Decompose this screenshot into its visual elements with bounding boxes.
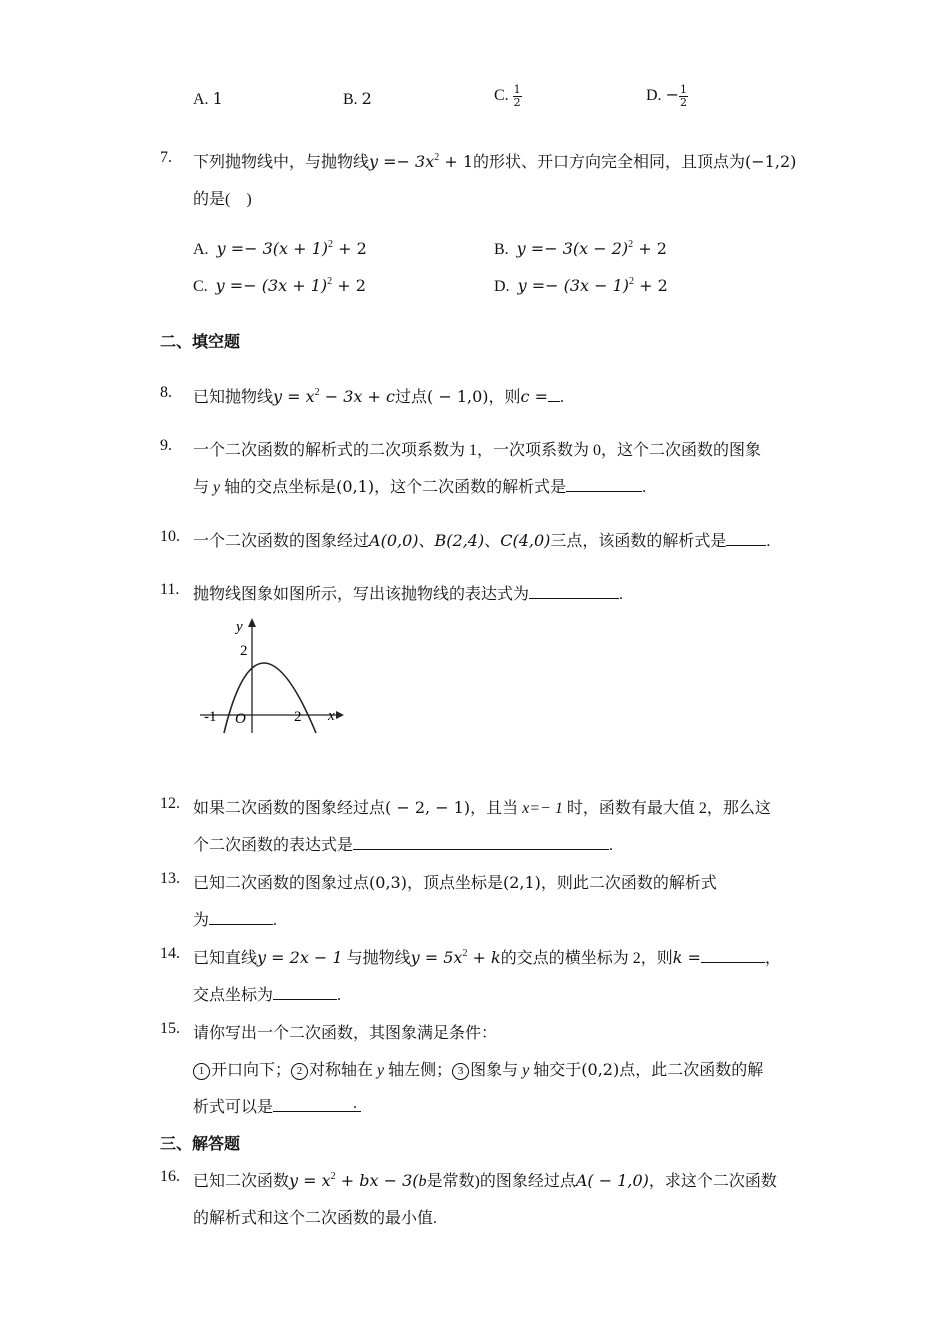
option-letter: D. xyxy=(646,87,666,105)
circled-number: 2 xyxy=(291,1063,308,1080)
text: 点，此二次函数的解 xyxy=(619,1062,764,1079)
math: y xyxy=(213,479,221,496)
x-tick-2: 2 xyxy=(294,709,302,725)
math: A( − 1,0) xyxy=(575,1171,649,1190)
q9-line2 xyxy=(193,474,646,497)
option-value: 1 xyxy=(212,89,223,108)
option-letter: A. xyxy=(193,241,209,258)
x-axis-label: x xyxy=(328,708,335,724)
text: 已知二次函数 xyxy=(193,1173,290,1190)
q15-line1: 请你写出一个二次函数，其图象满足条件： xyxy=(193,1025,498,1042)
x-tick-neg1: -1 xyxy=(204,709,217,725)
text: 轴的交点坐标是 xyxy=(220,479,337,496)
option-value: 2 xyxy=(361,89,372,108)
text: 已知二次函数的图象过点 xyxy=(193,875,370,892)
q8-line xyxy=(193,384,564,407)
text: 轴交于 xyxy=(529,1062,582,1079)
q16-number: 16. xyxy=(160,1168,180,1185)
text: . xyxy=(619,586,624,603)
q12-line2 xyxy=(193,832,613,855)
fraction xyxy=(679,84,688,109)
y-axis-arrow xyxy=(248,618,256,627)
q6-option-c xyxy=(494,84,522,109)
text: 对称轴在 xyxy=(309,1062,378,1079)
q7-option-c xyxy=(193,276,366,296)
math: y =− (3x + 1) xyxy=(215,276,328,295)
math: + 2 xyxy=(634,276,668,295)
math: y =− (3x − 1) xyxy=(517,276,630,295)
text: ，则此二次函数的解析式 xyxy=(540,875,717,892)
text: 、 xyxy=(418,533,435,550)
q12-number: 12. xyxy=(160,795,180,812)
math: B(2,4) xyxy=(434,531,485,550)
q6-option-a xyxy=(193,89,223,109)
math: ( − 2, − 1) xyxy=(385,798,471,817)
math: (0,1) xyxy=(336,477,375,496)
exponent: 2 xyxy=(330,1171,336,1182)
text: ，这个二次函数的解析式是 xyxy=(374,479,567,496)
text: 已知直线 xyxy=(193,950,258,967)
text: 过点 xyxy=(394,389,427,406)
text: ，求这个二次函数 xyxy=(648,1173,777,1190)
q13-number: 13. xyxy=(160,870,180,887)
answer-blank[interactable] xyxy=(701,948,765,963)
option-letter: A. xyxy=(193,91,213,108)
q7-line1 xyxy=(193,149,796,172)
section-answer-heading: 三、解答题 xyxy=(160,1136,241,1153)
circled-number: 3 xyxy=(452,1063,469,1080)
text: 如果二次函数的图象经过点 xyxy=(193,800,386,817)
exponent: 2 xyxy=(314,387,320,398)
answer-blank[interactable] xyxy=(273,1097,361,1112)
math: y xyxy=(522,1062,530,1079)
q9-line1: 一个二次函数的解析式的二次项系数为 1，一次项系数为 0，这个二次函数的图象 xyxy=(193,442,762,459)
option-letter: D. xyxy=(494,278,510,295)
math: y = x xyxy=(273,387,315,406)
q7-option-a xyxy=(193,239,367,259)
text: 个二次函数的表达式是 xyxy=(193,837,354,854)
math: + 1 xyxy=(439,152,474,171)
exponent: 2 xyxy=(434,152,440,163)
math: y =− 3x xyxy=(369,152,435,171)
text: . xyxy=(642,479,647,496)
option-letter: B. xyxy=(343,91,362,108)
math: + 2 xyxy=(332,276,366,295)
text: 抛物线图象如图所示，写出该抛物线的表达式为 xyxy=(193,586,530,603)
q15-line3 xyxy=(193,1094,361,1117)
answer-blank[interactable] xyxy=(529,584,619,599)
text: 三点，该函数的解析式是 xyxy=(550,533,727,550)
text: . xyxy=(766,533,771,550)
answer-blank[interactable] xyxy=(273,985,337,1000)
math: y = 2x − 1 xyxy=(257,948,343,967)
text: ，顶点坐标是 xyxy=(406,875,503,892)
q6-option-d xyxy=(646,84,688,109)
math: − 3x + c xyxy=(319,387,395,406)
q6-option-b xyxy=(343,89,372,109)
text: 的交点的横坐标为 2，则 xyxy=(500,950,673,967)
text: 交点坐标为 xyxy=(193,987,274,1004)
text: . xyxy=(559,389,564,406)
math: x=− 1 xyxy=(522,800,563,817)
answer-blank[interactable] xyxy=(209,910,273,925)
fraction-numerator: 1 xyxy=(513,83,521,96)
text: 下列抛物线中，与抛物线 xyxy=(193,154,370,171)
y-axis-label: y xyxy=(236,619,243,635)
math: y =− 3(x − 2) xyxy=(516,239,629,258)
answer-blank[interactable] xyxy=(566,477,642,492)
text: 与抛物线 xyxy=(342,950,411,967)
fraction-numerator: 1 xyxy=(679,83,687,96)
math: (0,3) xyxy=(369,873,407,892)
text: 与 xyxy=(193,479,214,496)
q14-number: 14. xyxy=(160,945,180,962)
exponent: 2 xyxy=(327,276,333,287)
q11-number: 11. xyxy=(160,581,180,598)
math: A(0,0) xyxy=(369,531,419,550)
math: + 2 xyxy=(633,239,667,258)
math: c = xyxy=(520,387,548,406)
q7-option-d xyxy=(494,276,668,296)
q9-number: 9. xyxy=(160,437,172,454)
q14-line1 xyxy=(193,945,781,968)
x-axis-arrow xyxy=(336,711,344,719)
origin-label: O xyxy=(235,711,246,727)
math: y = 5x xyxy=(410,948,463,967)
q8-number: 8. xyxy=(160,384,172,401)
math: y =− 3(x + 1) xyxy=(216,239,329,258)
answer-blank[interactable] xyxy=(353,835,609,850)
parabola-graph xyxy=(196,615,346,735)
math: (2,1) xyxy=(502,873,541,892)
text: . xyxy=(609,837,614,854)
fraction-denominator: 2 xyxy=(679,96,687,109)
text: 析式可以是 xyxy=(193,1099,274,1116)
minus-sign: − xyxy=(665,85,679,105)
text: . xyxy=(353,1095,358,1112)
exponent: 2 xyxy=(628,239,634,250)
text: 图象与 xyxy=(470,1062,523,1079)
option-letter: C. xyxy=(494,87,513,105)
text: 为 xyxy=(193,912,210,929)
math: b xyxy=(418,1173,427,1190)
exponent: 2 xyxy=(328,239,334,250)
q7-option-b xyxy=(494,239,667,259)
q15-line2 xyxy=(193,1057,763,1080)
q14-line2 xyxy=(193,982,341,1005)
q12-line1 xyxy=(193,795,771,818)
q13-line2 xyxy=(193,907,277,930)
text: 的形状、开口方向完全相同，且顶点为 xyxy=(473,154,746,171)
text: 、 xyxy=(484,533,501,550)
text: . xyxy=(273,912,278,929)
math: y = x xyxy=(289,1171,331,1190)
text: ，且当 xyxy=(470,800,523,817)
math: + bx − 3( xyxy=(335,1171,419,1190)
q10-number: 10. xyxy=(160,528,180,545)
math: ( − 1,0) xyxy=(427,387,489,406)
text: . xyxy=(337,987,342,1004)
text: 轴左侧； xyxy=(384,1062,453,1079)
math: C(4,0) xyxy=(500,531,551,550)
q16-line2: 的解析式和这个二次函数的最小值. xyxy=(193,1210,438,1227)
option-letter: C. xyxy=(193,278,208,295)
math: k = xyxy=(672,948,701,967)
text: 是常数)的图象经过点 xyxy=(426,1173,576,1190)
q7-line2: 的是( ) xyxy=(193,191,252,208)
math: + k xyxy=(467,948,501,967)
text: 一个二次函数的图象经过 xyxy=(193,533,370,550)
math: + 2 xyxy=(333,239,367,258)
q13-line1 xyxy=(193,870,717,893)
text: 开口向下； xyxy=(211,1062,292,1079)
option-letter: B. xyxy=(494,241,509,258)
text: 已知抛物线 xyxy=(193,389,274,406)
section-fill-in-heading: 二、填空题 xyxy=(160,334,241,351)
text: ， xyxy=(764,950,781,967)
q7-number: 7. xyxy=(160,149,172,166)
answer-blank[interactable] xyxy=(548,387,560,402)
circled-number: 1 xyxy=(193,1063,210,1080)
y-tick-2: 2 xyxy=(240,643,248,659)
text: ，则 xyxy=(488,389,521,406)
q10-line xyxy=(193,528,770,551)
q16-line1 xyxy=(193,1168,777,1191)
text: 时，函数有最大值 2，那么这 xyxy=(562,800,771,817)
exponent: 2 xyxy=(462,948,468,959)
q11-line xyxy=(193,581,623,604)
fraction xyxy=(513,84,522,109)
q15-number: 15. xyxy=(160,1020,180,1037)
exponent: 2 xyxy=(629,276,635,287)
math: (0,2) xyxy=(581,1060,620,1079)
answer-blank[interactable] xyxy=(726,531,766,546)
math: y xyxy=(377,1062,385,1079)
math: (−1,2) xyxy=(745,152,797,171)
fraction-denominator: 2 xyxy=(513,96,521,109)
